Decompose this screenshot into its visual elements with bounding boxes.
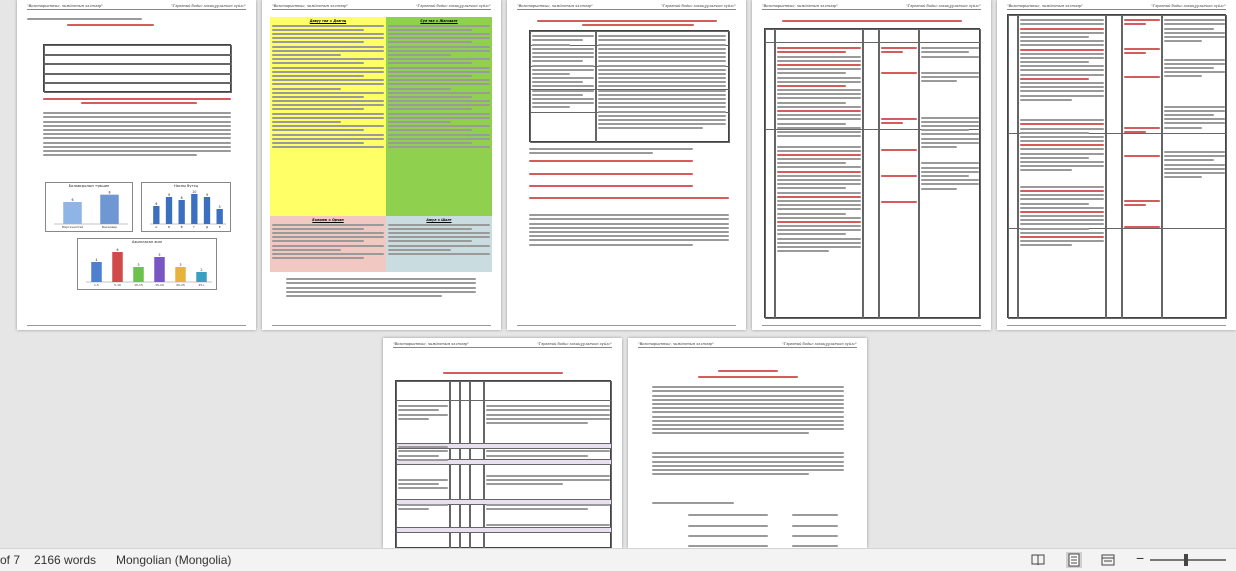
data-label: 8	[108, 190, 111, 195]
page-footer	[762, 325, 981, 327]
data-label: 3	[137, 263, 140, 267]
language-indicator[interactable]: Mongolian (Mongolia)	[116, 553, 232, 567]
header-left-text: "Вегетариенные, чимдэгтын хэлтээр"	[27, 4, 103, 8]
data-label: 3	[179, 263, 182, 267]
tick-label: Мэргэжилтэй	[61, 225, 84, 229]
chart-experience	[77, 238, 217, 290]
page-footer	[272, 325, 491, 327]
chart-bar	[91, 262, 102, 282]
chart-age-svg	[142, 183, 232, 233]
page-2[interactable]	[262, 0, 501, 330]
tick-label: 5-10	[114, 283, 121, 287]
chart-education	[45, 182, 133, 232]
swot-strengths-title: Давуу тал = Дэлгэц	[309, 18, 347, 23]
tick-label: В	[180, 225, 183, 229]
page-4[interactable]	[752, 0, 991, 330]
chart-bar	[204, 197, 210, 224]
page-3[interactable]	[507, 0, 746, 330]
tick-label: Бакалавр	[102, 225, 117, 229]
data-label: 2	[200, 268, 203, 272]
status-bar	[0, 548, 1236, 571]
chart-title: Боловсролын түвшин	[68, 184, 110, 188]
red-list	[529, 158, 729, 202]
paragraph	[286, 276, 476, 299]
chart-bar	[154, 257, 165, 282]
data-label: 5	[158, 253, 161, 257]
paragraph	[652, 450, 844, 477]
plan-table	[764, 28, 980, 318]
tick-label: Д	[205, 225, 209, 229]
page-6[interactable]	[383, 338, 622, 548]
paragraph	[529, 212, 729, 248]
header-left-text: "Вегетариенные, чимдэгтын хэлтээр"	[517, 4, 593, 8]
chart-bar	[196, 272, 207, 282]
swot-threats-title: Аюул = Шалт	[426, 217, 452, 222]
tick-label: 25+	[198, 283, 205, 287]
chart-title: Насны бүтэц	[173, 184, 199, 188]
zoom-out-icon[interactable]: −	[1136, 550, 1145, 566]
chart-education-svg	[46, 183, 134, 233]
data-label: 5	[218, 205, 221, 209]
page-1[interactable]	[17, 0, 256, 330]
page-footer	[1007, 325, 1226, 327]
red-subheading	[698, 374, 798, 380]
swot-opportunities-title: Боломж = Орчин	[312, 217, 344, 222]
signature-caption	[652, 500, 752, 506]
data-label: 4	[95, 258, 98, 262]
header-left-text: "Вегетариенные, чимдэгтын хэлтээр"	[1007, 4, 1083, 8]
signature-initials	[792, 512, 838, 548]
tick-label: Е	[218, 225, 221, 229]
tick-label: 1-5	[94, 283, 99, 287]
swot-weaknesses-title: Сул тал = Жагсаалт	[420, 18, 458, 23]
data-label: 6	[155, 202, 158, 206]
tick-label: Г	[193, 225, 196, 229]
red-heading	[782, 18, 962, 24]
chart-experience-svg	[78, 239, 218, 291]
data-label: 6	[116, 248, 119, 252]
header-right-text: "Гэрээний бодис зохицуулагчын зүйлс"	[906, 4, 981, 8]
word-count[interactable]: 2166 words	[34, 553, 97, 567]
goals-table	[529, 30, 729, 142]
zoom-slider-thumb[interactable]	[1184, 554, 1188, 566]
page-header	[393, 342, 612, 348]
page-header	[638, 342, 857, 348]
page-5[interactable]	[997, 0, 1236, 330]
read-mode-icon[interactable]	[1030, 552, 1046, 568]
page-count[interactable]: of 7	[0, 553, 21, 567]
budget-table	[395, 380, 611, 548]
plan-table-continued	[1007, 14, 1226, 318]
page-footer	[517, 325, 736, 327]
header-right-text: "Гэрээний бодис зохицуулагчын зүйлс"	[171, 4, 246, 8]
data-label: 9	[167, 193, 171, 197]
chart-bar	[153, 206, 159, 224]
tick-label: 15-20	[155, 283, 164, 287]
page-7[interactable]	[628, 338, 867, 548]
print-layout-icon[interactable]	[1066, 552, 1082, 568]
header-right-text: "Гэрээний бодис зохицуулагчын зүйлс"	[782, 342, 857, 346]
chart-bar	[175, 267, 186, 282]
swot-weaknesses	[386, 17, 492, 216]
header-right-text: "Гэрээний бодис зохицуулагчын зүйлс"	[416, 4, 491, 8]
swot-opportunities	[270, 216, 386, 272]
tick-label: 20-25	[176, 283, 185, 287]
header-left-text: "Вегетариенные, чимдэгтын хэлтээр"	[638, 342, 714, 346]
page-header	[272, 4, 491, 10]
chart-age	[141, 182, 231, 232]
page-header	[27, 4, 246, 10]
chart-bar	[133, 267, 144, 282]
red-heading	[537, 18, 717, 29]
page-header	[517, 4, 736, 10]
header-right-text: "Гэрээний бодис зохицуулагчын зүйлс"	[1151, 4, 1226, 8]
web-layout-icon[interactable]	[1100, 552, 1116, 568]
chart-bar	[191, 194, 197, 224]
swot-strengths	[270, 17, 386, 216]
paragraph	[43, 110, 231, 158]
red-heading	[443, 370, 563, 376]
chart-bar	[217, 209, 223, 224]
data-label: 6	[71, 198, 74, 202]
chart-bar	[63, 202, 82, 224]
chart-bar	[112, 252, 123, 282]
header-left-text: "Вегетариенные, чимдэгтын хэлтээр"	[393, 342, 469, 346]
chart-title: Ажилласан жил	[131, 240, 163, 244]
text-block	[529, 146, 729, 157]
tick-label: Б	[167, 225, 171, 229]
header-left-text: "Вегетариенные, чимдэгтын хэлтээр"	[762, 4, 838, 8]
header-left-text: "Вегетариенные, чимдэгтын хэлтээр"	[272, 4, 348, 8]
swot-threats	[386, 216, 492, 272]
page-footer	[27, 325, 246, 327]
page-header	[1007, 4, 1226, 10]
signature-names	[688, 512, 768, 548]
chart-bar	[166, 197, 172, 224]
data-label: 9	[205, 193, 209, 197]
tick-label: 10-15	[134, 283, 143, 287]
data-label: 10	[192, 190, 197, 194]
red-heading	[43, 96, 231, 107]
data-label: 8	[180, 196, 183, 200]
chart-bar	[100, 195, 119, 224]
header-right-text: "Гэрээний бодис зохицуулагчын зүйлс"	[661, 4, 736, 8]
page-header	[762, 4, 981, 10]
chart-bar	[179, 200, 185, 224]
section-title	[67, 22, 207, 28]
tick-label: А	[155, 225, 158, 229]
info-table	[43, 44, 231, 92]
paragraph	[652, 384, 844, 436]
header-right-text: "Гэрээний бодис зохицуулагчын зүйлс"	[537, 342, 612, 346]
